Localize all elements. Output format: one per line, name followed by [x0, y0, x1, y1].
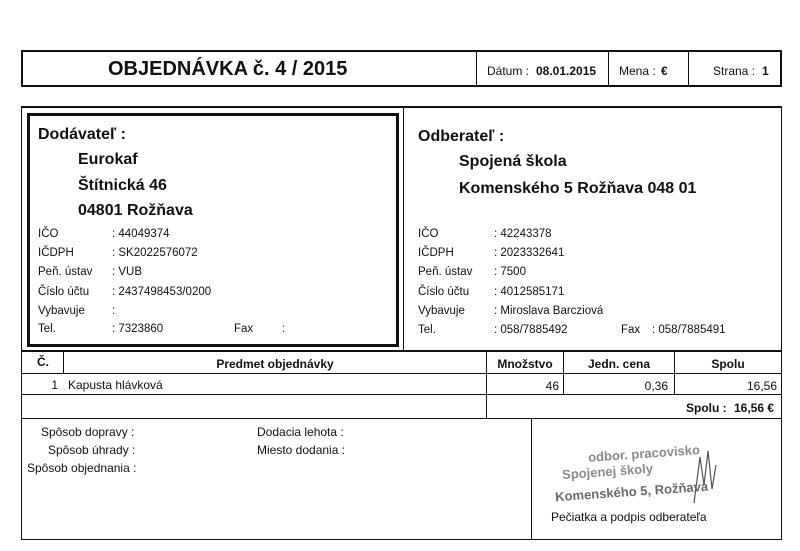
stamp-line: odbor. pracovisko [587, 442, 701, 465]
customer-field-value: : 7500 [494, 266, 526, 278]
party-divider [403, 108, 404, 350]
header-divider [608, 51, 609, 86]
date-value: 08.01.2015 [536, 64, 597, 78]
sum-label: Spolu : [686, 401, 727, 415]
payment-label: Spôsob úhrady : [48, 443, 136, 457]
customer-field-value: : 058/7885492 [494, 324, 568, 336]
supplier-field-value: : SK2022576072 [112, 247, 198, 259]
customer-field-value: : 2023332641 [494, 247, 565, 259]
signature-divider [531, 419, 532, 539]
stamp-line: Spojenej školy [561, 460, 654, 483]
supplier-heading: Dodávateľ : [38, 126, 126, 143]
customer-heading: Odberateľ : [418, 128, 505, 145]
col-header-unit-price: Jedn. cena [587, 357, 651, 371]
customer-fax-label: Fax [621, 324, 641, 336]
supplier-street: Štítnická 46 [78, 177, 167, 194]
supplier-fax-value: : [282, 323, 286, 335]
customer-field-label: Tel. [418, 324, 436, 336]
customer-field-value: : Miroslava Barcziová [494, 305, 604, 317]
table-sum-line [22, 418, 781, 419]
date-label: Dátum : [487, 64, 530, 78]
customer-field-value: : 42243378 [494, 228, 552, 240]
supplier-fax-label: Fax [234, 323, 254, 335]
transport-label: Spôsob dopravy : [41, 425, 135, 439]
supplier-name: Eurokaf [78, 151, 138, 168]
col-header-subject: Predmet objednávky [216, 357, 334, 371]
customer-field-label: IČO [418, 228, 439, 240]
supplier-field-value: : 2437498453/0200 [112, 286, 212, 298]
row-total: 16,56 [746, 379, 777, 393]
customer-fax-value: : 058/7885491 [652, 324, 726, 336]
header-divider [476, 51, 477, 86]
table-header-line [22, 373, 781, 374]
order-method-label: Spôsob objednania : [27, 461, 137, 475]
customer-field-label: Číslo účtu [418, 286, 470, 298]
row-subject: Kapusta hlávková [68, 378, 163, 392]
supplier-field-label: IČO [38, 228, 59, 240]
customer-field-label: Vybavuje [418, 305, 465, 317]
row-no: 1 [51, 378, 58, 392]
sum-value: 16,56 € [734, 401, 775, 415]
currency-value: € [661, 64, 668, 78]
table-top-line [22, 350, 781, 352]
supplier-field-label: Číslo účtu [38, 286, 90, 298]
customer-name: Spojená škola [459, 153, 567, 170]
supplier-field-value: : 44049374 [112, 228, 170, 240]
supplier-field-label: IČDPH [38, 247, 74, 259]
supplier-field-label: Tel. [38, 323, 56, 335]
delivery-deadline-label: Dodacia lehota : [257, 425, 344, 439]
col-header-no: Č. [37, 355, 49, 369]
signature-label: Pečiatka a podpis odberateľa [551, 510, 707, 524]
supplier-field-label: Peň. ústav [38, 266, 93, 278]
table-row-line [22, 394, 781, 395]
customer-address: Komenského 5 Rožňava 048 01 [459, 180, 697, 197]
signature-scribble [690, 445, 720, 505]
supplier-field-value: : VUB [112, 266, 143, 278]
page-value: 1 [762, 64, 769, 78]
supplier-field-value: : 7323860 [112, 323, 164, 335]
customer-field-label: IČDPH [418, 247, 454, 259]
row-unit-price: 0,36 [644, 379, 668, 393]
delivery-place-label: Miesto dodania : [257, 443, 346, 457]
customer-field-value: : 4012585171 [494, 286, 565, 298]
currency-label: Mena : [619, 64, 656, 78]
customer-field-label: Peň. ústav [418, 266, 473, 278]
col-header-total: Spolu [711, 357, 745, 371]
supplier-field-value: : [112, 305, 116, 317]
header-divider [688, 51, 689, 86]
page-label: Strana : [713, 64, 756, 78]
stamp-line: Komenského 5, Rožňava [554, 478, 709, 505]
row-qty: 46 [545, 379, 559, 393]
col-header-qty: Množstvo [497, 357, 553, 371]
supplier-field-label: Vybavuje [38, 305, 85, 317]
supplier-city: 04801 Rožňava [78, 202, 193, 219]
document-title: OBJEDNÁVKA č. 4 / 2015 [108, 58, 348, 80]
